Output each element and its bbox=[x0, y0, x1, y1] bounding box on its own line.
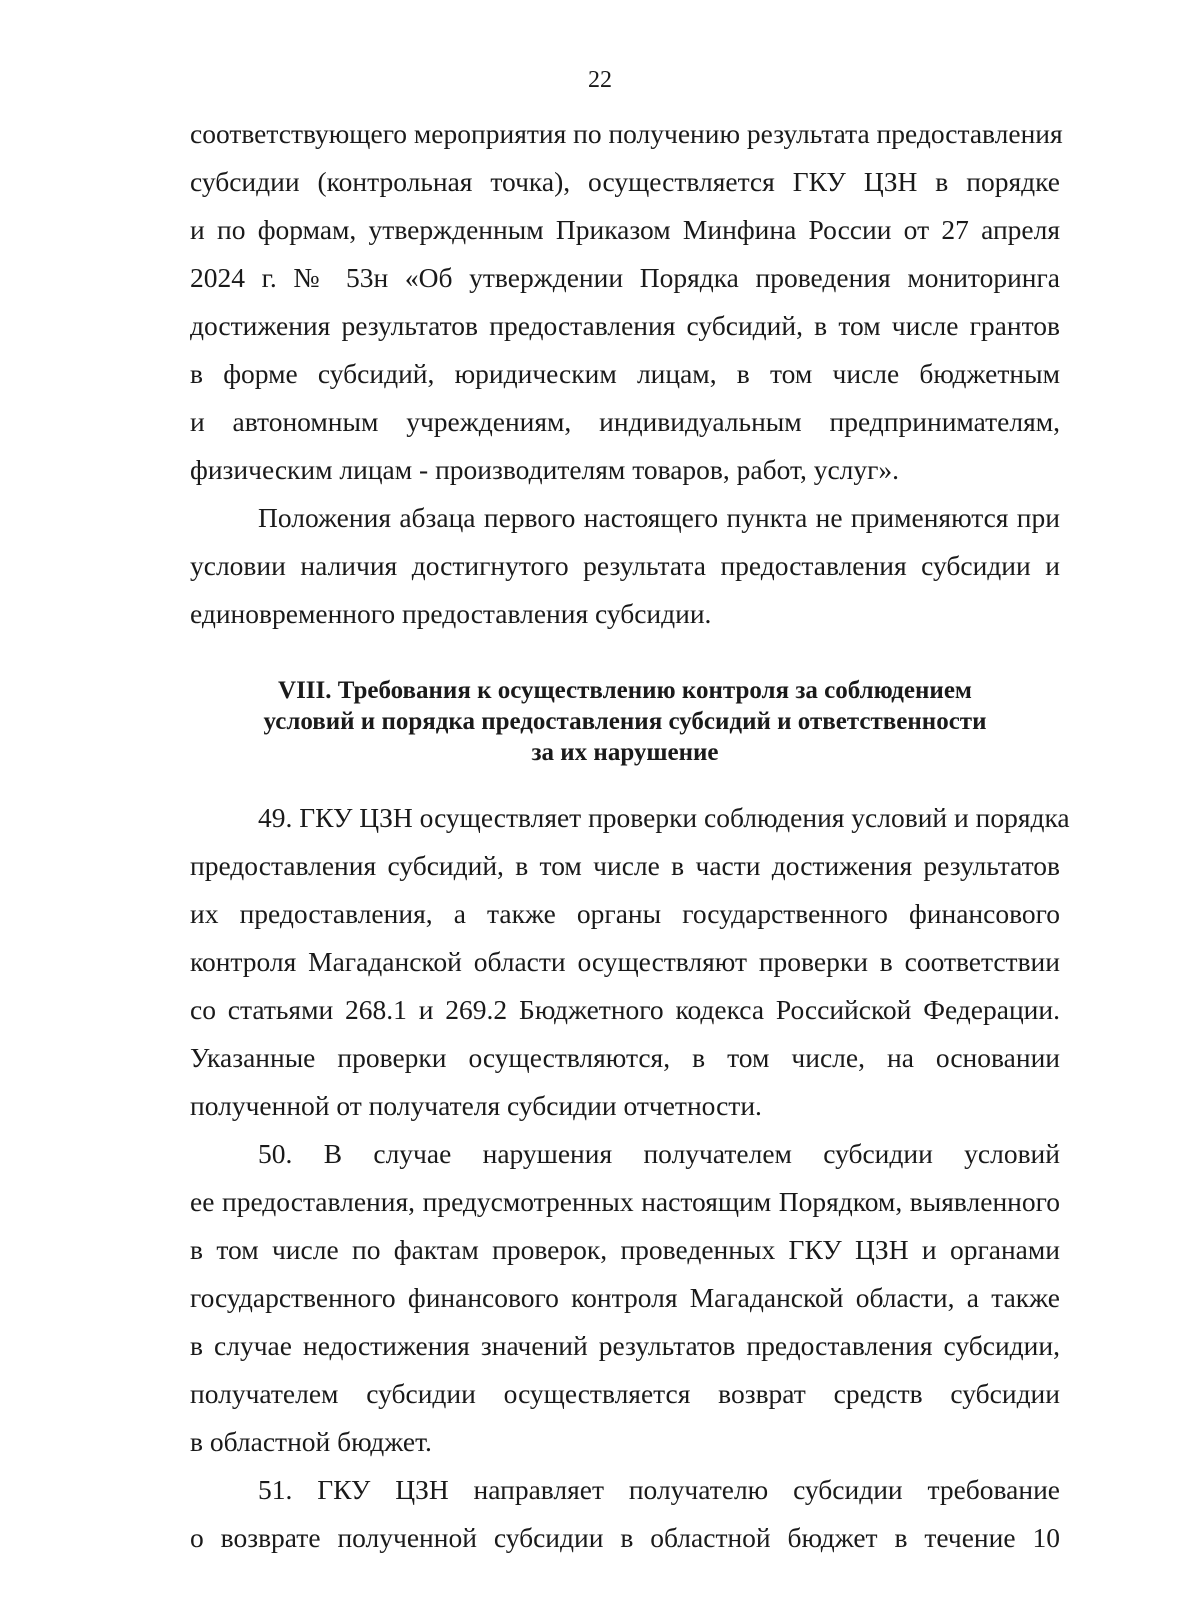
text-line: условии наличия достигнутого результата предоставления субсидии и bbox=[190, 550, 1060, 581]
heading-line: VIII. Требования к осуществлению контроля за соблюдением bbox=[278, 677, 972, 704]
text-line: о возврате полученной субсидии в областной бюджет в течение 10 bbox=[190, 1522, 1060, 1553]
paragraph-provisions bbox=[190, 494, 1060, 638]
text-line: 2024 г. № 53н «Об утверждении Порядка проведения мониторинга bbox=[190, 262, 1060, 293]
text-line: 49. ГКУ ЦЗН осуществляет проверки соблюдения условий и порядка bbox=[258, 802, 1070, 833]
document-body bbox=[190, 110, 1070, 1562]
text-line: субсидии (контрольная точка), осуществляется ГКУ ЦЗН в порядке bbox=[190, 166, 1060, 197]
text-line: и автономным учреждениям, индивидуальным предпринимателям, bbox=[190, 406, 1060, 437]
heading-line: условий и порядка предоставления субсидий и ответственности bbox=[263, 708, 987, 735]
text-line: ее предоставления, предусмотренных настоящим Порядком, выявленного bbox=[190, 1186, 1060, 1217]
text-line: 51. ГКУ ЦЗН направляет получателю субсидии требование bbox=[258, 1474, 1060, 1505]
text-line: в том числе по фактам проверок, проведенных ГКУ ЦЗН и органами bbox=[190, 1234, 1060, 1265]
page-number: 22 bbox=[588, 67, 612, 93]
text-line: единовременного предоставления субсидии. bbox=[190, 598, 712, 629]
text-line: со статьями 268.1 и 269.2 Бюджетного кодекса Российской Федерации. bbox=[190, 994, 1060, 1025]
text-line: полученной от получателя субсидии отчетности. bbox=[190, 1090, 762, 1121]
text-line: Указанные проверки осуществляются, в том числе, на основании bbox=[190, 1042, 1060, 1073]
item-50 bbox=[190, 1130, 1060, 1466]
text-line: предоставления субсидий, в том числе в части достижения результатов bbox=[190, 850, 1060, 881]
text-line: физическим лицам - производителям товаров, работ, услуг». bbox=[190, 454, 900, 485]
heading-line: за их нарушение bbox=[531, 739, 719, 766]
section-heading bbox=[190, 675, 1060, 768]
text-line: государственного финансового контроля Магаданской области, а также bbox=[190, 1282, 1060, 1313]
text-line: в областной бюджет. bbox=[190, 1426, 432, 1457]
paragraph-continuation bbox=[190, 110, 1063, 494]
text-line: и по формам, утвержденным Приказом Минфина России от 27 апреля bbox=[190, 214, 1060, 245]
text-line: в случае недостижения значений результатов предоставления субсидии, bbox=[190, 1330, 1060, 1361]
text-line: получателем субсидии осуществляется возврат средств субсидии bbox=[190, 1378, 1060, 1409]
text-line: достижения результатов предоставления субсидий, в том числе грантов bbox=[190, 310, 1060, 341]
item-51 bbox=[190, 1466, 1060, 1562]
text-line: Положения абзаца первого настоящего пункта не применяются при bbox=[258, 502, 1060, 533]
text-line: соответствующего мероприятия по получению результата предоставления bbox=[190, 118, 1063, 149]
text-line: 50. В случае нарушения получателем субсидии условий bbox=[258, 1138, 1060, 1169]
item-49 bbox=[190, 794, 1070, 1130]
text-line: контроля Магаданской области осуществляют проверки в соответствии bbox=[190, 946, 1060, 977]
text-line: их предоставления, а также органы государственного финансового bbox=[190, 898, 1060, 929]
text-line: в форме субсидий, юридическим лицам, в том числе бюджетным bbox=[190, 358, 1060, 389]
